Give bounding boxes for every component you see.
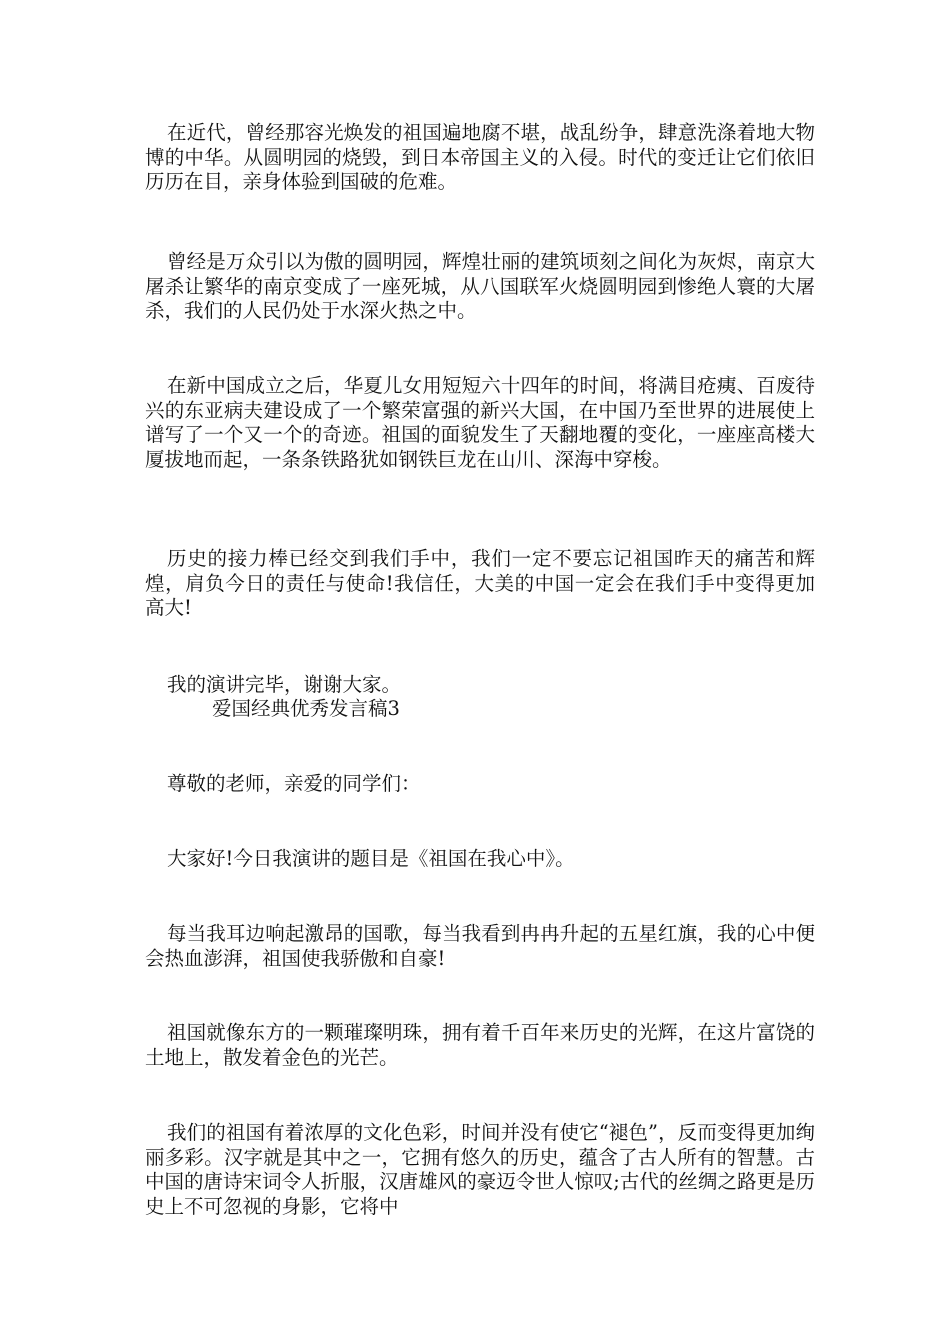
paragraph-anthem: 每当我耳边响起激昂的国歌，每当我看到冉冉升起的五星红旗，我的心中便会热血澎湃，祖国使我骄傲和自豪!: [145, 922, 815, 970]
paragraph-topic: 大家好!今日我演讲的题目是《祖国在我心中》。: [167, 847, 575, 870]
section-subtitle: 爱国经典优秀发言稿3: [212, 697, 400, 720]
paragraph-closing: 我的演讲完毕，谢谢大家。: [167, 673, 402, 696]
paragraph-greeting: 尊敬的老师，亲爱的同学们：: [167, 772, 421, 795]
paragraph-culture: 我们的祖国有着浓厚的文化色彩，时间并没有使它“褪色”，反而变得更加绚丽多彩。汉字就是其中之一，它拥有悠久的历史，蕴含了古人所有的智慧。古中国的唐诗宋词令人折服，汉唐雄风的豪迈令世人惊叹;古代的丝绸之路更是历史上不可忽视的身影，它将中: [145, 1121, 815, 1218]
paragraph-modern-era: 在近代，曾经那容光焕发的祖国遍地腐不堪，战乱纷争，肆意洗涤着地大物博的中华。从圆明园的烧毁，到日本帝国主义的入侵。时代的变迁让它们依旧历历在目，亲身体验到国破的危难。: [145, 121, 815, 193]
paragraph-yuanmingyuan: 曾经是万众引以为傲的圆明园，辉煌壮丽的建筑顷刻之间化为灰烬，南京大屠杀让繁华的南京变成了一座死城，从八国联军火烧圆明园到惨绝人寰的大屠杀，我们的人民仍处于水深火热之中。: [145, 250, 815, 322]
paragraph-new-china: 在新中国成立之后，华夏儿女用短短六十四年的时间，将满目疮痍、百废待兴的东亚病夫建设成了一个繁荣富强的新兴大国，在中国乃至世界的进展使上谱写了一个又一个的奇迹。祖国的面貌发生了天翻地覆的变化，一座座高楼大厦拔地而起，一条条铁路犹如钢铁巨龙在山川、深海中穿梭。: [145, 374, 815, 471]
paragraph-pearl: 祖国就像东方的一颗璀璨明珠，拥有着千百年来历史的光辉，在这片富饶的土地上，散发着金色的光芒。: [145, 1021, 815, 1069]
paragraph-relay-baton: 历史的接力棒已经交到我们手中，我们一定不要忘记祖国昨天的痛苦和辉煌，肩负今日的责任与使命!我信任，大美的中国一定会在我们手中变得更加高大!: [145, 547, 815, 619]
